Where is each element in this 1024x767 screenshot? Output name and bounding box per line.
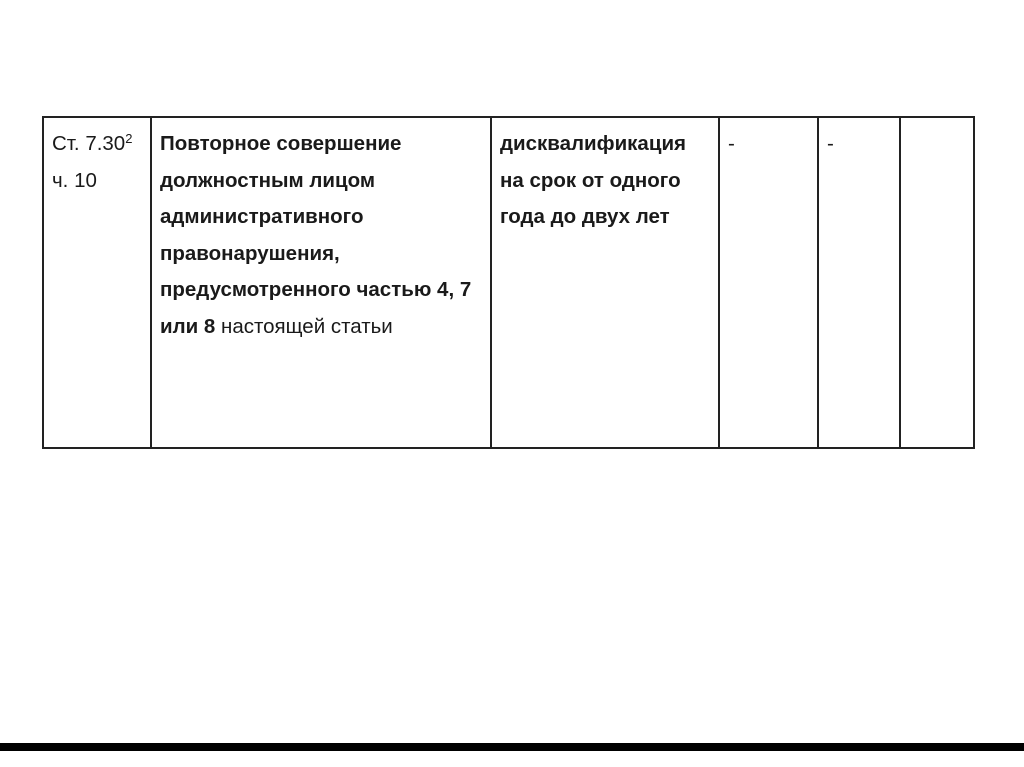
description-cell	[151, 117, 491, 448]
article-cell	[43, 117, 151, 448]
article-number: Ст. 7.30	[52, 132, 126, 155]
description-bold-text: Повторное совершение должностным лицом административного правонарушения, предусмотренного частью 4, 7 или 8	[160, 132, 472, 338]
column-4-text: -	[728, 132, 735, 155]
article-superscript: 2	[125, 131, 133, 146]
column-4-cell	[719, 117, 818, 448]
law-table	[42, 116, 975, 449]
column-6-cell	[900, 117, 974, 448]
penalty-cell	[491, 117, 719, 448]
article-part: ч. 10	[52, 168, 97, 192]
penalty-text: дисквалификация на срок от одного года до двух лет	[500, 132, 687, 228]
description-regular-text: настоящей статьи	[215, 314, 393, 338]
column-5-cell	[818, 117, 900, 448]
table-row	[43, 117, 974, 448]
column-5-text: -	[827, 132, 834, 155]
bottom-bar	[0, 743, 1024, 751]
